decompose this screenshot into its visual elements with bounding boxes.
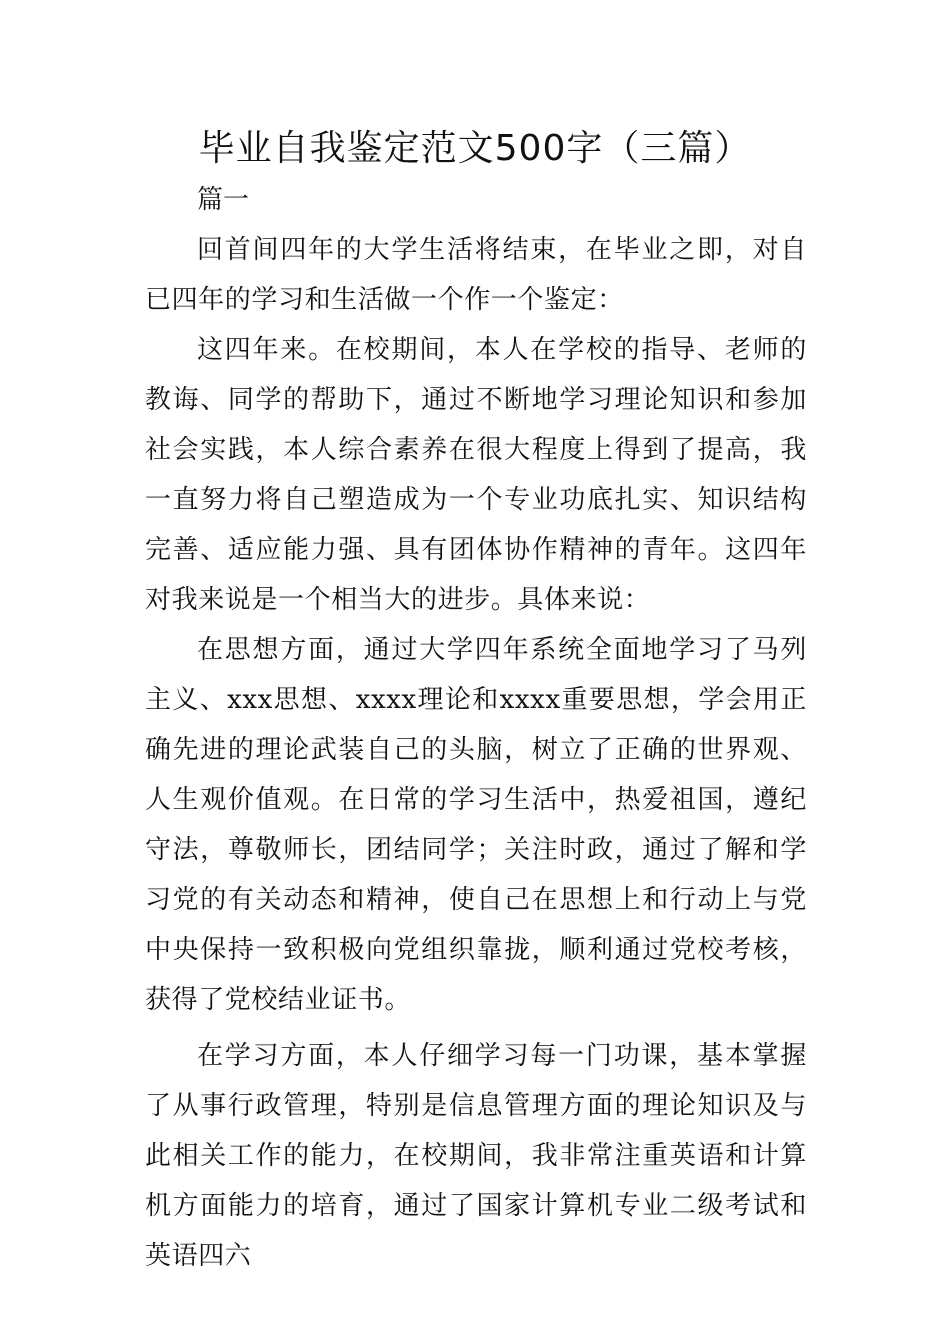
section-label: 篇一 xyxy=(197,185,250,215)
document-body xyxy=(145,225,807,1281)
paragraph: 在学习方面，本人仔细学习每一门功课，基本掌握了从事行政管理，特别是信息管理方面的理论知识及与此相关工作的能力，在校期间，我非常注重英语和计算机方面能力的培育，通过了国家计算机专业二级考试和英语四六 xyxy=(145,1041,807,1271)
paragraph: 回首间四年的大学生活将结束，在毕业之即，对自已四年的学习和生活做一个作一个鉴定： xyxy=(145,235,807,315)
paragraph: 这四年来。在校期间，本人在学校的指导、老师的教诲、同学的帮助下，通过不断地学习理论知识和参加社会实践，本人综合素养在很大程度上得到了提高，我一直努力将自己塑造成为一个专业功底扎实、知识结构完善、适应能力强、具有团体协作精神的青年。这四年对我来说是一个相当大的进步。具体来说： xyxy=(145,335,807,615)
paragraph: 在思想方面，通过大学四年系统全面地学习了马列主义、xxx思想、xxxx理论和xxxx重要思想，学会用正确先进的理论武装自己的头脑，树立了正确的世界观、人生观价值观。在日常的学习生活中，热爱祖国，遵纪守法，尊敬师长，团结同学；关注时政，通过了解和学习党的有关动态和精神，使自己在思想上和行动上与党中央保持一致积极向党组织靠拢，顺利通过党校考核，获得了党校结业证书。 xyxy=(145,635,807,1015)
document-title: 毕业自我鉴定范文500字（三篇） xyxy=(198,128,752,169)
